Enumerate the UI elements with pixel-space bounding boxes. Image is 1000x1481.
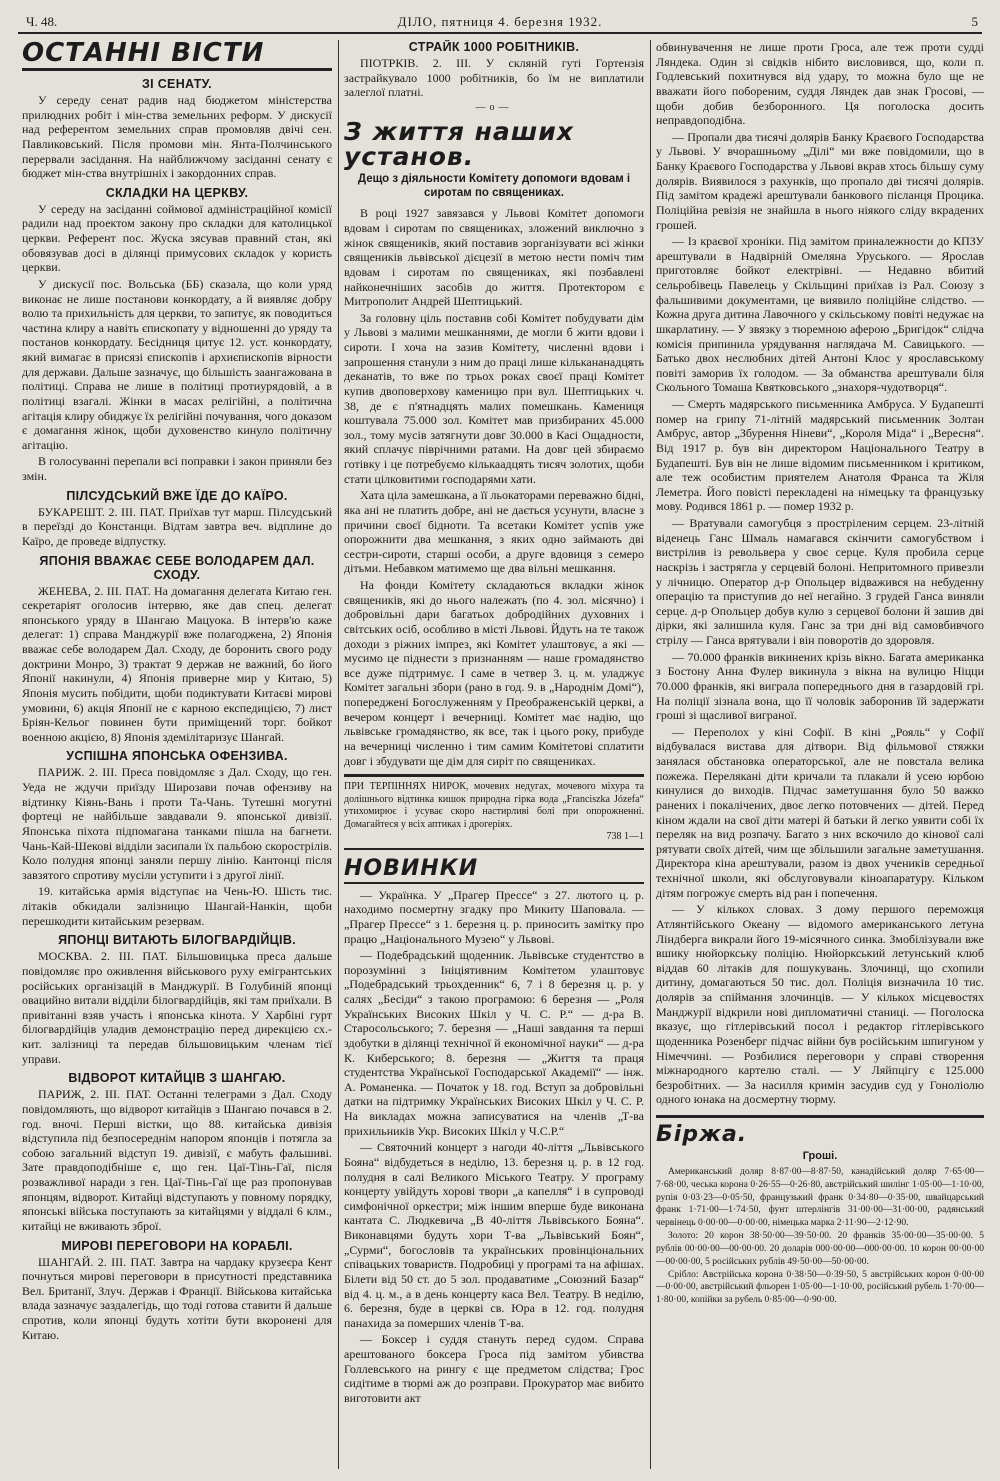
article-paragraph: — Українка. У „Прагер Прессе“ з 27. лютого ц. р. находимо посмертну згадку про Микиту Шаповала. — „Прагер Прессе“ з 1. березня ц. р. приносить замітку про працю „Національного Музею“ у Львові. — [344, 887, 644, 946]
article-headline: ПІЛСУДСЬКИЙ ВЖЕ ЇДЕ ДО КАЇРО. — [66, 488, 288, 503]
article-headline: ЗІ СЕНАТУ. — [142, 77, 212, 91]
section-title-news: НОВИНКИ — [344, 858, 644, 884]
article-paragraph: — Вратували самогубця з простріленим серцем. 23-літній віденець Ганс Шмаль намагався скінчити самогубством і вистрілив із револьвера у своє серце. Куля пробила серце наскрізь і застрягла у серцевій болоні. Непритомного привезли у лічницю. Оператор д-р Опольцер відважився на небуденну операцію та приступив до неї негайно. З грудей Ганса виняли серце. д-р Опольцер добув кулю з серцевої болони й зашив дві дірки, які залишила куля. Ганс за три дні від самовбивчого стрілу — Ганса врятували і він поворотів до здоровля. — [656, 516, 984, 647]
column-divider — [338, 40, 339, 1469]
exchange-rates-silver: Срібло: Австрійська корона 0·38·50—0·39·50, 5 австрійських корон 0·00·00—0·00·00, австрійський фльорен 1·05·00—1·10·00, російський рубель 1·70·00—1·80·00, копійки за рубель 0·85·00—0·90·00. — [656, 1269, 984, 1306]
article-headline: ЯПОНЦІ ВИТАЮТЬ БІЛОГВАРДІЙЦІВ. — [58, 933, 296, 948]
article-paragraph: У дискусії пос. Вольська (ББ) сказала, що коли уряд виконає не лише постанови конкордату, а й виявляє добру волю та прихильність для церкви, то запитує, як поводиться частина клиру а навіть єпископату у відношенні до уряду та постанов конкордату. Бесідниця цитує 12. уст. конкордату, який вимагає в присязі єпископів і архиєпископів вірности для держави. Дальше зазначує, що більшість заангажована в політиці. Справа не лише в політиці протиурядовій, а в політиці взагалі. Жінки в масах релігійні, а політична агітація клиру обиджує їх релігійні почування, чого доказом є домагання жінок, щоби духовенство кинуло політичну агітацію. — [22, 276, 332, 452]
column-right — [656, 40, 984, 1471]
article-headline: ВІДВОРОТ КИТАЙЦІВ З ШАНГАЮ. — [68, 1071, 286, 1086]
article-paragraph: обвинувачення не лише проти Гроса, але теж проти судді Ляндека. Один зі свідків нібито висловився, що, коли п. Годлевський похитнувся від удару, то можна було ще не вважати його побореним, суддя Ляндек дав знак Гросові, — щоби добив безборонного. Ця поголоска досить неправдоподібна. — [656, 40, 984, 128]
article-paragraph: ПІОТРКІВ. 2. ІІІ. У скляній гуті Гортензія застрайкувало 1000 робітників, бо їм не виплатили залеглої платні. — [344, 56, 644, 100]
article-headline: ЯПОНІЯ ВВАЖАЄ СЕБЕ ВОЛОДАРЕМ ДАЛ. СХОДУ. — [39, 553, 315, 582]
issue-number: Ч. 48. — [26, 14, 58, 29]
column-left — [22, 40, 332, 1471]
exchange-rates-gold: Золото: 20 корон 38·50·00—39·50·00. 20 франків 35·00·00—35·00·00. 5 рублів 00·00·00—00·00·00. 20 доларів 000·00·00—000·00·00. 10 корон 00·00·00—00·00·00, 5 російських рублів 49·50·00—50·00·00. — [656, 1231, 984, 1267]
article-paragraph: — 70.000 франків викинених крізь вікно. Багата американка з Бостону Анна Фулер викинула з вікна на вулицю Ніцци 70.000 франків, які виграла попереднього дня в газардовій грі. На поліції зізнала вона, що її чоловік заборонив їй задержати гроші зі щасливої виграної. — [656, 649, 984, 723]
article-paragraph: БУКАРЕШТ. 2. ІІІ. ПАТ. Приїхав тут марш. Пілсудський в переїзді до Констанци. Відтам завтра веч. відплине до Каїро, де проведе відпустку. — [22, 504, 332, 548]
article-paragraph: У середу сенат радив над бюджетом міністерства прилюдних робіт і мін-ства земельних реформ. У дискусії над референтом земельних справ промовляв двічі сен. Павликовський. Після промови мін. Янта-Полчинського перервали засідання. На найближчому засіданні сенату є бюджет мін-ства внутрішніх і закордонних справ. — [22, 93, 332, 181]
article-paragraph: — Із краєвої хроніки. Під замітом приналежности до КПЗУ арештували в Надвірній Омеляна Уруського. — Ярослав приготовляє бойкот електрівні. — Недавно вбитий сельробівець Павелець у Скільщині приїхав із Рал. Союзу з фальшивими документами, це виявило поліційне слідство. — Кожна друга дитина Лавочного у скільському повіті недужає на шкарлатину. — У звязку з тюремною аферою „Бригідок“ слідча комісія припинила урядування наглядача М. Савицького. — Батько двох неслюбних дітей Антоні Клос у ярославському повіті заморив їх голодом. — За обманства арештували біля Скольного Томаша Квятковського „знахоря-чудотворця“. — [656, 234, 984, 395]
article-paragraph: — Пропали два тисячі долярів Банку Краєвого Господарства у Львові. У вчорашньому „Ділі“ ми вже повідомили, що в Банку Краєвого Господарства у Львові вкрав хтось більшу суму долярів. Виявилося з рахунків, що пропало дві тисячі долярів. Під замітом крадежі арештували банкового післанця Процика. Поліційна ревізія не знайшла в нього ніякого сліду вкрадених грошей. — [656, 129, 984, 232]
article-paragraph: На фонди Комітету складаються вкладки жінок священиків, які до нього належать (по 4. зол. місячно) і добровільні дари багатьох добродійних духовних і світських осіб, особливо в місті Львові. Йдуть на те також доходи з ріжних імпрез, які Комітет улаштовує, а які — мусимо це піднести з признанням — наше громадянство все дуже підтримує. І саме в четвер 3. ц. м. уладжує Комітет загальні збори (рано в год. 9. в „Народнім Домі“), попереджені Богослуженням у Преображенській церкві, а вечером концерт і вечерниці. Комітет має надію, що львівське громадянство, як все, так і цього року, прибуде на вечерниці численно і тим самим Комітетові сплатити довг і збудувати ще дім для сиріт по священиках. — [344, 578, 644, 768]
article-paragraph: Хата ціла замешкана, а її льокаторами переважно бідні, яка ані не платить добре, ані не дається усунути, власне з причини своєї бідноти. Та всетаки Комітет успів уже опорожнити два мешкання, з яких одно займають дві сестри-сироти, старші особи, а друге вдовиця з семеро дітьми. Небавком матимемо ще два вільні мешкання. — [344, 488, 644, 576]
article-paragraph: ПАРИЖ, 2. ІІІ. ПАТ. Останні телеграми з Дал. Сходу повідомляють, що відворот китайців з Шангаю почався в 2. год. вночі. Перші вістки, що 88. китайська дивізія відступила під безпосереднім напором японців і потягла за собою загальний відступ 19. дивізії, є мабуть фальшиві. Зате правдоподібніше є, що ген. Цаї-Тінь-Гаї, після розважливої наради з ген. Цаї-Тінь-Гаї ще раз пропонував японцям, відворот. Китайці відступають у повному порядку, японські війська поступають за китайцями у віддалі 6 клм., китайці не вживають зброї. — [22, 1087, 332, 1233]
article-paragraph: ЖЕНЕВА, 2. ІІІ. ПАТ. На домагання делегата Китаю ген. секретаріят оголосив інтервю, яке дав спец. делегат японського уряду в Шангаю Мацуока. В інтерв'ю каже делегат: 1) справа Манджурії вже полагоджена, 2) Японія вважає себе володарем Дал. Сходу, де боронить свого роду доктрини Монро, 3) трактат 9 держав не важний, бо його Японії накинули, 4) Японія приверне мир у Китаю, 5) Японія мусить побідити, щоби подиктувати Китаєві мирові умовини, 6) акція Японії не є карною експедицією, 7) лист Бріян-Кельог повинен бути приміщений торг. бойкот военною акцією, 8) Японія здемілітаризує Шангай. — [22, 583, 332, 744]
article-paragraph: — Переполох у кіні Софії. В кіні „Рояль“ у Софії відбувалася вистава для дітвори. Від фільмової стяжки занялася обстановка операторської, але не повстала велика пожежа. Перелякані діти кричали та плакали й усею юрбою кинулися до виходів. Підчас заметушання було 50 важко ранених і покалічених, двоє легко потовчених — дітей. Перед кіном ждали на свої діти матері й батьки й легко уявити собі їх переляк на вид розпачу. Багато з них вскочило до кінової салі рятувати своїх дітей, чим ще збільшили загальне заметушання. Директора кіна арештували, разом із двох учеників середньої технічної школи, які обслуговували кіноапаратуру. Кільком дітям погрожує смерть від ран і попечення. — [656, 724, 984, 900]
article-paragraph: — Подебрадський щоденник. Львівське студентство в порозумінні з Ініціятивним Комітетом улаштовує „Подебрадський трьохденник“ 6, 7 і 8 березня ц. р. у салях „Бесіди“ з такою програмою: 6 березня — „Роля Українських Високих Шкіл у Ч. С. Р.“ — д-ра В. Старосольського; 7. березня — „Наші завдання та перші здобутки в ділянці технічної й економічної науки“ — д-ра К. Киберського; 8. березня — „Життя та праця студентства Української Господарської Академії“ — інж. А. Романенка. — Початок у 18. год. Вступ за добровільні датки на підтримку Українських Високих Шкіл у Ч. С. Р. На викладах можна записуватися на членів „Т-ва прихильників Укр. Високих Шкіл у Ч.С.Р.“ — [344, 948, 644, 1138]
article-paragraph: — Святочний концерт з нагоди 40-ліття „Львівського Бояна“ відбудеться в неділю, 13. березня ц. р. в 12 год. полудня в салі Великого Міського Театру. У програму концерту увійдуть хорові твори „а капелля“ і в супроводі симфонічної оркестри; між іншим вперше буде виконана кантата С. Людкевича „В 40-ліття Львівського Бояна“. Виконавцями будуть хори Т-ва „Львівський Боян“, „Сурми“, богословів та українських провінціональних співацьких товариств. Подробиці у програмі та на афішах. Білети від 50 ст. до 5 зол. продаватиме „Союзний Базар“ від 4. ц. м., а в день концерту каса Вел. Театру. В неділю, 6. березня, буде в церкві св. Юра в 12. год. полудня панахида за померших членів Т-ва. — [344, 1140, 644, 1330]
article-paragraph: ПАРИЖ. 2. ІІІ. Преса повідомляє з Дал. Сходу, що ген. Уеда не ждучи приїзду Широзави почав офензиву на відтинку Кіянь-Вань і проти Та-Чань. Тутешні могутні фортеці не найбільше завдавали 9. японської дивізії. Японська піхота підпомагана танками пішла на багнети. Чань-Кай-Шекові відділи засипали їх пальбою скорострілів. Коло полудня японці заняли першу лінію. Кантонці після завзятого спротиву мусіли уступити і з другої лінії. — [22, 765, 332, 882]
section-title-institutions: З життя наших установ. — [344, 116, 574, 171]
section-title-exchange: Біржа. — [656, 1122, 748, 1147]
section-title-latest-news: ОСТАННІ ВІСТИ — [22, 40, 332, 71]
masthead-date: ДІЛО, пятниця 4. березня 1932. — [397, 14, 603, 29]
column-divider — [650, 40, 651, 1469]
article-paragraph: — У кількох словах. З дому першого переможця Атлянтійського Океану — відомого американського летуна Ліндберга викрали його 19-місячного синка. Змобілізували вже вшику нюйоркську поліцію. Нюйоркський летунський клюб віддав 60 літаків для пошукувань. Злочинці, що схопили дитину, домагаються 50 тис. дол. Поліція визначила 10 тис. долярів за спіймання злочинців. — У кількох місцевостях Манджурії відкрили нові дипломатичні станиці. — Поголоска вказує, що гітлерівський посол і редактор гітлерівського щоденника Розенберг підчас війни був російським шпигуном у Німеччині. — Розбилися переговори у справі створення міжнародного картелю сталі. — У Ляйпцігу є 125.000 безробітних. — За насилля кримін засудив суд у Гоноліолю одного юнака на досмертну тюрму. — [656, 902, 984, 1107]
advertisement-ref: 738 1—1 — [606, 831, 644, 843]
article-paragraph: — Боксер і суддя стануть перед судом. Справа арештованого боксера Гроса під замітом убивства Голлевського на рингу є ще предметом слідства; Грос сидітиме в тюрмі аж до розправи. Прокуратор має вибито виготовити акт — [344, 1332, 644, 1405]
exchange-subtitle: Гроші. — [802, 1150, 838, 1162]
section-rule — [656, 1115, 984, 1118]
separator-ornament: —о— — [475, 101, 513, 113]
article-paragraph: — Смерть мадярського письменника Амбруса. У Будапешті помер на грипу 71-літній мадярський письменник Золтан Амбрус, автор „Збурення Ніневи“, „Короля Міда“ і „Вересня“. Від 1917 р. був він директором Національного Театру в Будапешті. Був він не лише відомим письменником і критиком, але теж особистим приятелем Анатоля Франса та Жіля Леметра. Його повісті перекладені на німецьку та французьку мову. Родився 1861 р. — помер 1932 р. — [656, 397, 984, 514]
advertisement-box — [344, 774, 644, 850]
article-paragraph: В році 1927 завязався у Львові Комітет допомоги вдовам і сиротам по священиках, зложений виключно з жінок священиків, який поставив зорганізувати всі жінки священиків львівської дієцезії в метою нести поміч тим вдовам і сиротам по священиках, які позбавлені найконечніших засобів до життя. Протектором є Митрополит Андрей Шептицький. — [344, 206, 644, 309]
article-paragraph: За головну ціль поставив собі Комітет побудувати дім у Львові з малими мешканнями, де могли б жити вдови і сироти. І хоча на зазив Комітету, численні вдови і запрошення станули з ним до праці лише кількананадцять деканатів, то вже по трьох роках своєї праці Комітет купив двоповерхову каменицю при вул. Шептицьких ч. 38, де є п'ятнадцять малих помешкань. Камениця коштувала 75.000 зол. Комітет мав призбираних 45.000 зол., тому мусів затягнути довг 30.000 в Касі Ощадности, який сплачує піврічними ратами. На довг цей збираємо готівку і це потребуємо кількаадцять тисяч золотих, щоби стати цілковитими господарями хати. — [344, 310, 644, 486]
article-headline: СТРАЙК 1000 РОБІТНИКІВ. — [408, 40, 580, 54]
article-paragraph: МОСКВА. 2. ІІІ. ПАТ. Більшовицька преса дальше повідомляє про оживлення військового руху емігрантських російських організацій в Манджурії. В Голубиній японці овацийно витали відділи білогвардійців, які там приїхали. В привітанні взяв участь і японська кінота. У Харбіні гурт білогвардійців уладив демонстрацію перед дирекцією сх.-кит. залізниці та передав більшовицьким членам тієї управи. — [22, 949, 332, 1066]
page-number: 5 — [971, 14, 978, 29]
article-paragraph: У середу на засіданні соймової адміністраційної комісії радили над проектом закону про складки для католицької церкви. Референт пос. Жуска зясував правний стан, які обовязував досі в ділянці примусових складок у користь церкви. — [22, 201, 332, 275]
column-middle — [344, 40, 644, 1471]
article-paragraph: 19. китайська армія відступає на Чень-Ю. Шість тис. літаків обкидали залізницю Шангай-Нанкін, щоби перешкодити китайським резервам. — [22, 884, 332, 928]
article-paragraph: ШАНГАЙ. 2. ІІІ. ПАТ. Завтра на чардаку крузеєра Кент почнуться мирові переговори в присутності представника Вел. Британії, Злуч. Держав і Франції. Військова китайська влада зазначує заздалегідь, що тоді готова ставити й дальше спротив, коли японці будуть хотіти бути вкоронені для Китаю. — [22, 1254, 332, 1342]
article-headline: УСПІШНА ЯПОНСЬКА ОФЕНЗИВА. — [66, 749, 288, 764]
advertisement-text: ПРИ ТЕРПІННЯХ НИРОК, мочевих недугах, мочевого міхура та долішнього відтинка кишок природна гірка вода „Franciszka Józefa“ утихомирює і усуває скоро настирливі болі при опорожненні. Домагайтеся у всіх аптиках і дрогеріях. — [344, 781, 644, 830]
article-subtitle: Дещо з діяльности Комітету допомоги вдовам і сиротам по священиках. — [357, 172, 631, 199]
article-paragraph: В голосуванні перепали всі поправки і закон приняли без змін. — [22, 454, 332, 483]
exchange-rates-currency: Американський доляр 8·87·00—8·87·50, канадійський доляр 7·65·00—7·68·00, чеська корона 0·26·55—0·26·80, австрійський шилінг 1·05·00—1·10·00, рупія 0·03·23—0·05·50, французький франк 0·34·80—0·35·00, швайцарський франк 1·71·00—1·74·50, фунт штерлінгів 31·00·00—31·00·00, радянський червінець 0·00·00—0·00·00, німецька марка 2·11·90—2·12·90. — [656, 1167, 984, 1229]
article-headline: СКЛАДКИ НА ЦЕРКВУ. — [105, 185, 249, 200]
page-header — [18, 8, 982, 34]
article-headline: МИРОВІ ПЕРЕГОВОРИ НА КОРАБЛІ. — [61, 1238, 293, 1253]
